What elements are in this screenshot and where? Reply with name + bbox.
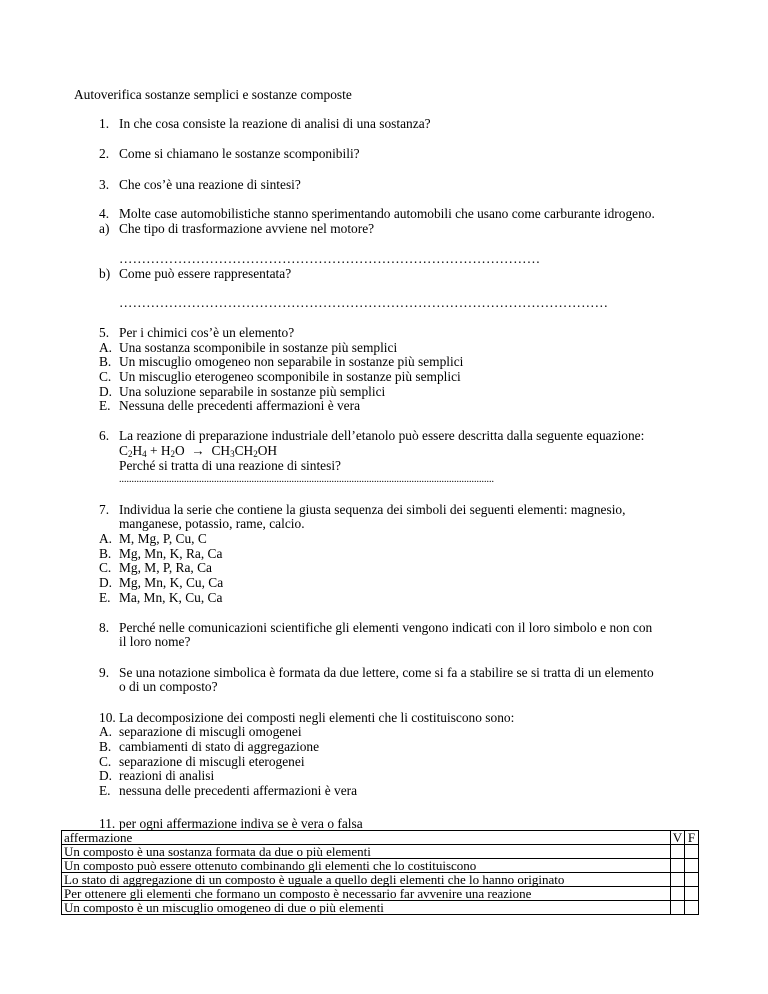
option-label: B. bbox=[99, 546, 112, 561]
question-text: manganese, potassio, rame, calcio. bbox=[119, 516, 305, 531]
option-text: Una sostanza scomponibile in sostanze più semplici bbox=[119, 340, 398, 355]
question-number: 4. bbox=[99, 206, 110, 221]
arrow-icon: → bbox=[191, 443, 205, 458]
false-checkbox-cell[interactable] bbox=[685, 901, 699, 915]
question-number: 1. bbox=[99, 116, 110, 131]
option-label: D. bbox=[99, 575, 113, 590]
option-text: reazioni di analisi bbox=[119, 768, 215, 783]
column-header: affermazione bbox=[62, 831, 671, 845]
chemical-equation: $C_2H_4 + H_2O \to CH_3CH_2OH$ bbox=[119, 443, 278, 459]
option-label: C. bbox=[99, 754, 112, 769]
option-label: A. bbox=[99, 340, 113, 355]
option-text: Una soluzione separabile in sostanze più semplici bbox=[119, 384, 386, 399]
question-number: 5. bbox=[99, 325, 110, 340]
question-number: 3. bbox=[99, 177, 110, 192]
option-label: E. bbox=[99, 783, 111, 798]
true-checkbox-cell[interactable] bbox=[671, 901, 685, 915]
question-text: La reazione di preparazione industriale dell’etanolo può essere descritta dalla seguente equazione: bbox=[119, 428, 645, 443]
question-number: 11. bbox=[99, 816, 116, 831]
option-label: B. bbox=[99, 739, 112, 754]
table-row bbox=[62, 845, 699, 859]
option-label: D. bbox=[99, 768, 113, 783]
option-label: D. bbox=[99, 384, 113, 399]
subquestion-label: b) bbox=[99, 266, 111, 281]
true-checkbox-cell[interactable] bbox=[671, 887, 685, 901]
question-text: Se una notazione simbolica è formata da due lettere, come si fa a stabilire se si tratta di un elemento bbox=[119, 665, 654, 680]
question-number: 6. bbox=[99, 428, 110, 443]
answer-line: ………………………………………………………………………………… bbox=[119, 251, 541, 266]
statement-cell: Un composto è un miscuglio omogeneo di due o più elementi bbox=[62, 901, 671, 915]
option-label: E. bbox=[99, 398, 111, 413]
option-text: cambiamenti di stato di aggregazione bbox=[119, 739, 320, 754]
question-text: Individua la serie che contiene la giusta sequenza dei simboli dei seguenti elementi: magnesio, bbox=[119, 502, 626, 517]
option-text: Mg, Mn, K, Cu, Ca bbox=[119, 575, 224, 590]
option-label: E. bbox=[99, 590, 111, 605]
statement-cell: Per ottenere gli elementi che formano un composto è necessario far avvenire una reazione bbox=[62, 887, 671, 901]
option-label: C. bbox=[99, 369, 112, 384]
subquestion-label: a) bbox=[99, 221, 110, 236]
option-label: B. bbox=[99, 354, 112, 369]
true-checkbox-cell[interactable] bbox=[671, 873, 685, 887]
subquestion-text: Come può essere rappresentata? bbox=[119, 266, 292, 281]
option-text: Un miscuglio omogeneo non separabile in sostanze più semplici bbox=[119, 354, 464, 369]
option-label: A. bbox=[99, 531, 113, 546]
option-text: Mg, Mn, K, Ra, Ca bbox=[119, 546, 223, 561]
option-label: C. bbox=[99, 560, 112, 575]
question-number: 8. bbox=[99, 620, 110, 635]
question-text: Come si chiamano le sostanze scomponibili? bbox=[119, 146, 360, 161]
question-number: 7. bbox=[99, 502, 110, 517]
question-text: il loro nome? bbox=[119, 634, 191, 649]
table-row bbox=[62, 873, 699, 887]
column-header-false: F bbox=[685, 831, 699, 845]
table-row bbox=[62, 887, 699, 901]
column-header-true: V bbox=[671, 831, 685, 845]
question-text: Perché nelle comunicazioni scientifiche gli elementi vengono indicati con il loro simbolo e non con bbox=[119, 620, 653, 635]
option-label: A. bbox=[99, 724, 113, 739]
false-checkbox-cell[interactable] bbox=[685, 859, 699, 873]
question-number: 2. bbox=[99, 146, 110, 161]
question-text: La decomposizione dei composti negli elementi che li costituiscono sono: bbox=[119, 710, 515, 725]
question-number: 9. bbox=[99, 665, 110, 680]
answer-line: ...................................................................................................................................................... bbox=[119, 474, 494, 485]
true-checkbox-cell[interactable] bbox=[671, 859, 685, 873]
subquestion-text: Che tipo di trasformazione avviene nel motore? bbox=[119, 221, 375, 236]
question-text: per ogni affermazione indiva se è vera o falsa bbox=[119, 816, 363, 831]
option-text: nessuna delle precedenti affermazioni è vera bbox=[119, 783, 358, 798]
statement-cell: Un composto è una sostanza formata da due o più elementi bbox=[62, 845, 671, 859]
question-text: In che cosa consiste la reazione di analisi di una sostanza? bbox=[119, 116, 431, 131]
true-checkbox-cell[interactable] bbox=[671, 845, 685, 859]
false-checkbox-cell[interactable] bbox=[685, 873, 699, 887]
page-title: Autoverifica sostanze semplici e sostanze composte bbox=[74, 87, 352, 102]
false-checkbox-cell[interactable] bbox=[685, 845, 699, 859]
true-false-table bbox=[61, 830, 699, 915]
statement-cell: Un composto può essere ottenuto combinando gli elementi che lo costituiscono bbox=[62, 859, 671, 873]
question-text: o di un composto? bbox=[119, 679, 218, 694]
option-text: M, Mg, P, Cu, C bbox=[119, 531, 207, 546]
option-text: Nessuna delle precedenti affermazioni è vera bbox=[119, 398, 361, 413]
option-text: Mg, M, P, Ra, Ca bbox=[119, 560, 213, 575]
table-row bbox=[62, 859, 699, 873]
option-text: Un miscuglio eterogeneo scomponibile in sostanze più semplici bbox=[119, 369, 461, 384]
option-text: separazione di miscugli eterogenei bbox=[119, 754, 305, 769]
question-number: 10. bbox=[99, 710, 116, 725]
question-text: Molte case automobilistiche stanno sperimentando automobili che usano come carburante idrogeno. bbox=[119, 206, 655, 221]
question-text: Perché si tratta di una reazione di sintesi? bbox=[119, 458, 341, 473]
table-row bbox=[62, 901, 699, 915]
option-text: separazione di miscugli omogenei bbox=[119, 724, 302, 739]
false-checkbox-cell[interactable] bbox=[685, 887, 699, 901]
question-text: Per i chimici cos’è un elemento? bbox=[119, 325, 295, 340]
question-text: Che cos’è una reazione di sintesi? bbox=[119, 177, 301, 192]
table-header-row bbox=[62, 831, 699, 845]
option-text: Ma, Mn, K, Cu, Ca bbox=[119, 590, 223, 605]
answer-line: ……………………………………………………………………………………………… bbox=[119, 295, 609, 310]
statement-cell: Lo stato di aggregazione di un composto è uguale a quello degli elementi che lo hanno originato bbox=[62, 873, 671, 887]
